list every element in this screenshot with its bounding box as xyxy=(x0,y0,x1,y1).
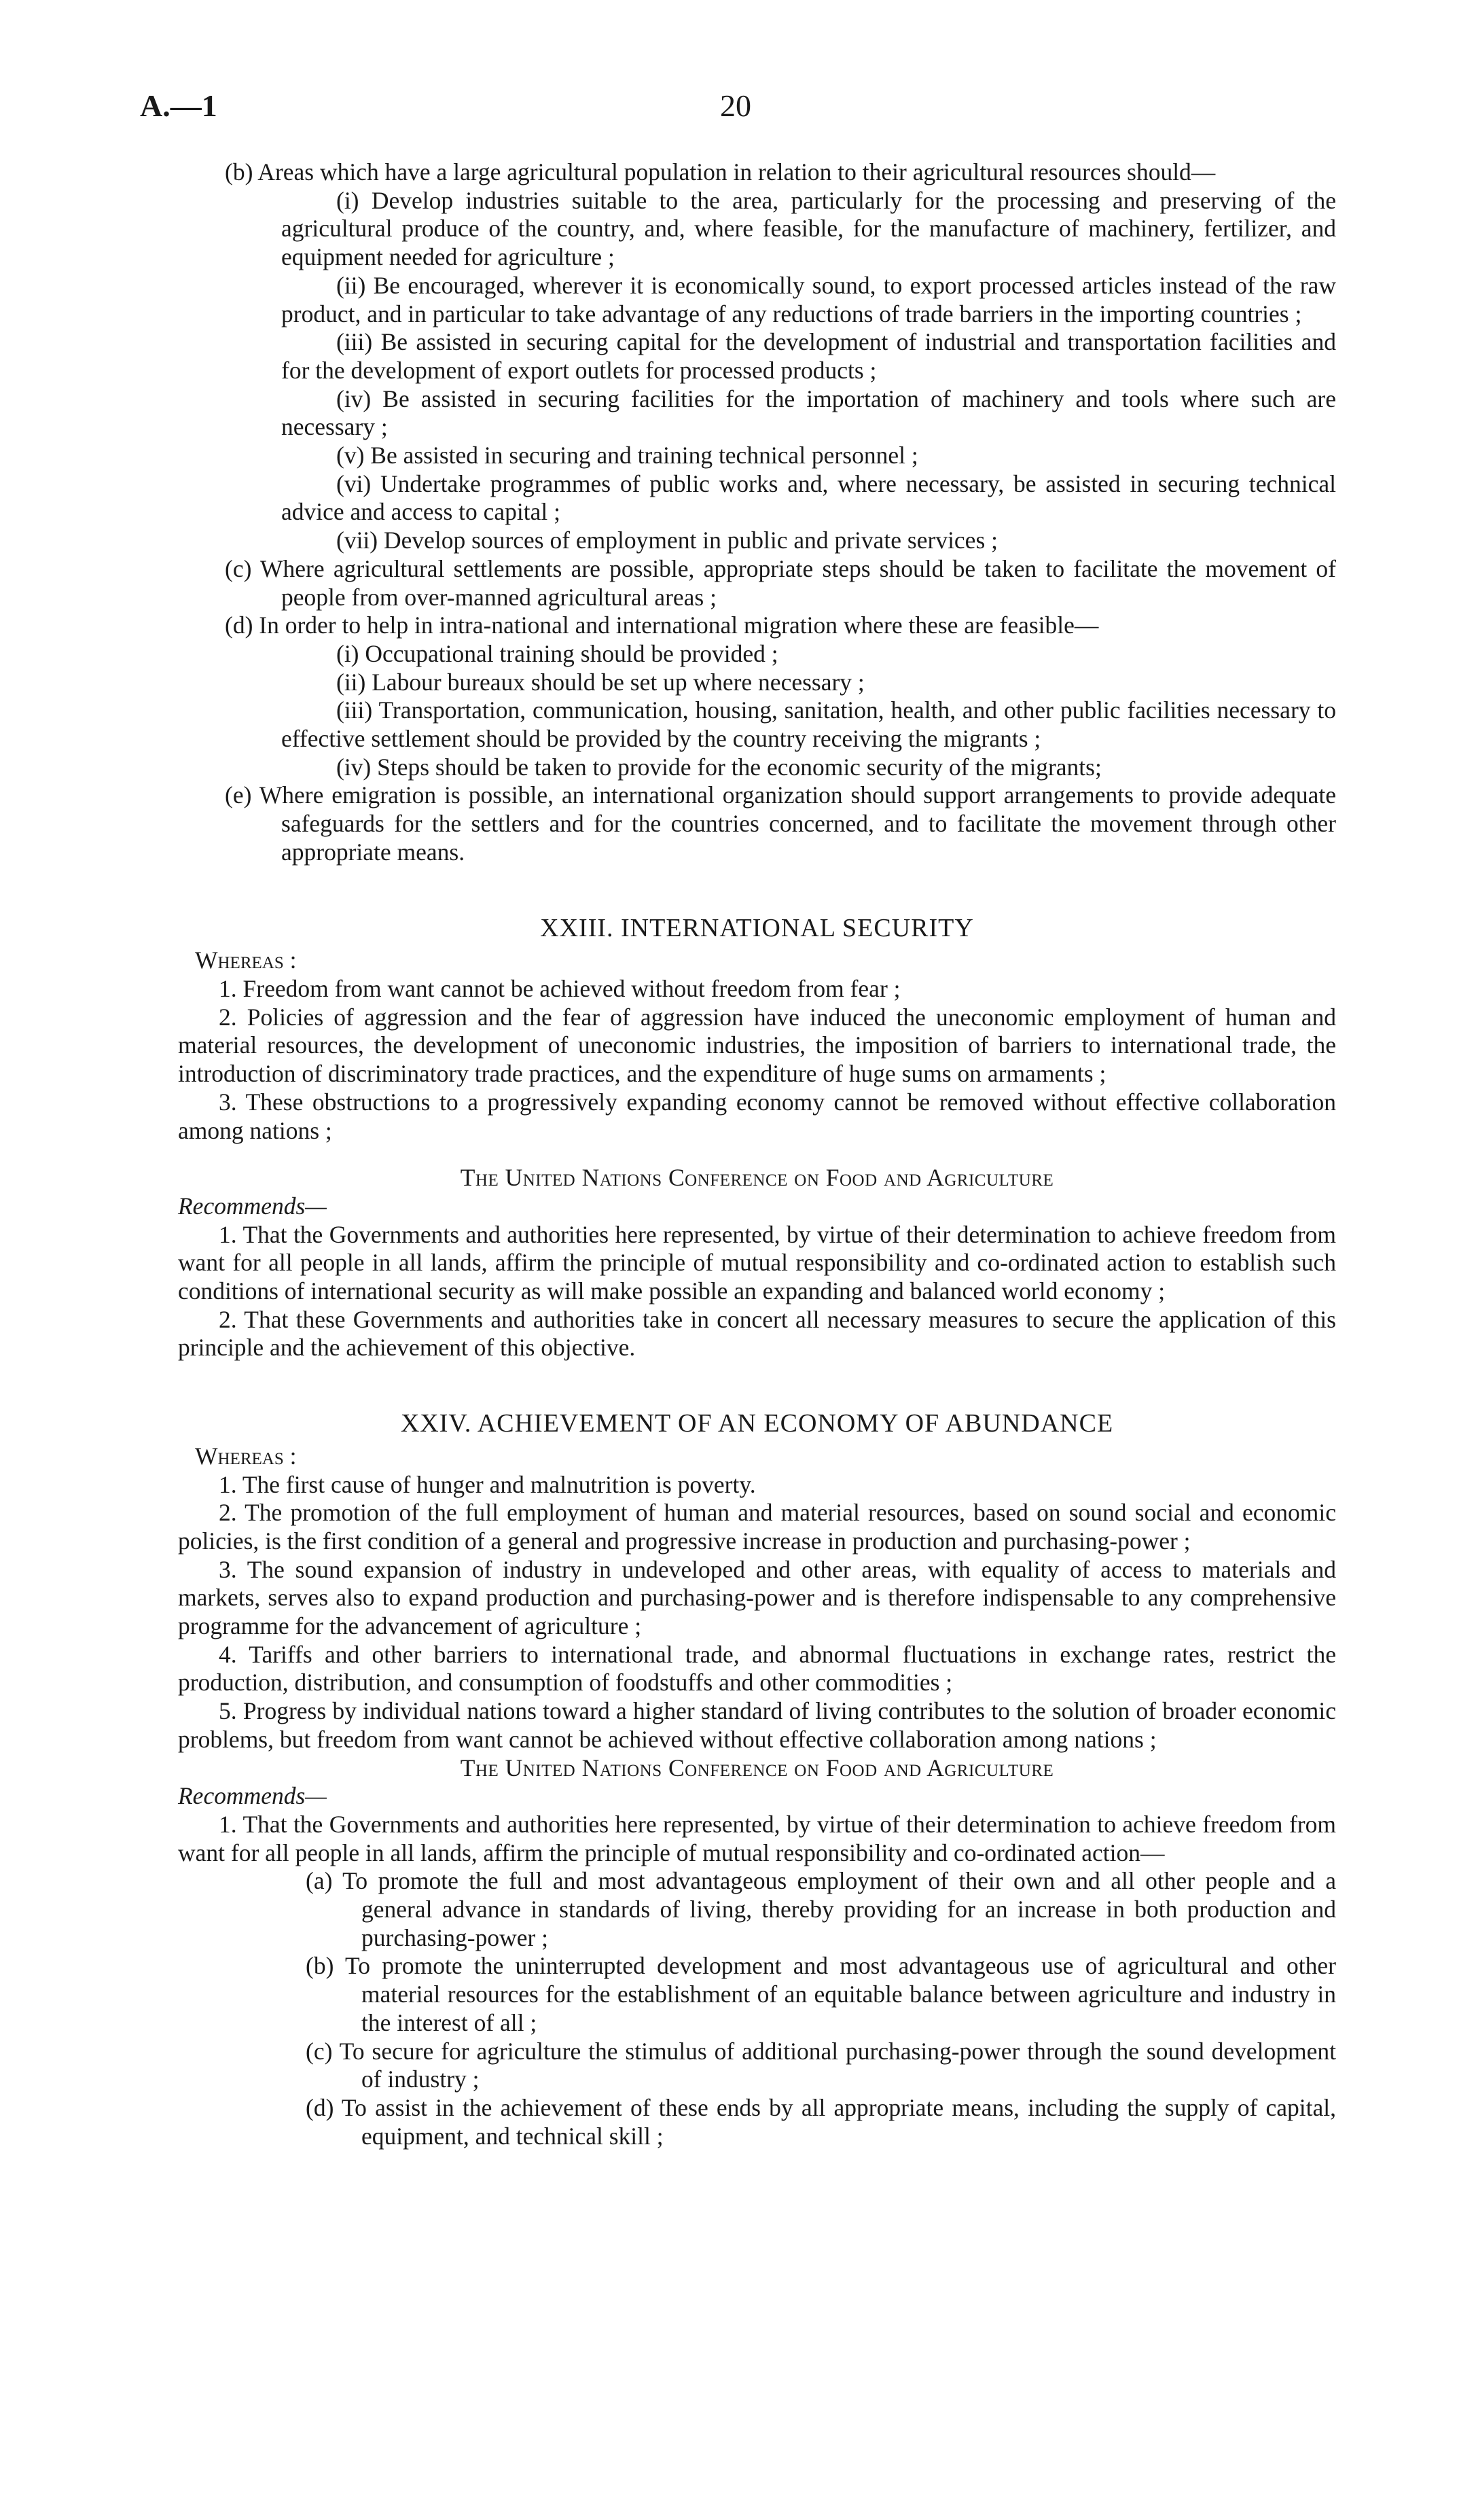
section-23-point-1: 1. Freedom from want cannot be achieved without freedom from fear ; xyxy=(219,974,901,1002)
clause-b-ii: (ii) Be encouraged, wherever it is economically sound, to export processed articles instead of the raw product, and in particular to take advantage of any reductions of trade barriers in the importing countries ; xyxy=(281,271,1336,327)
clause-d-iii: (iii) Transportation, communication, housing, sanitation, health, and other public facilities necessary to effective settlement should be provided by the country receiving the migrants ; xyxy=(281,696,1336,753)
clause-b-intro: (b) Areas which have a large agricultural population in relation to their agricultural resources should— xyxy=(225,158,1216,185)
spacer xyxy=(178,1145,1336,1164)
section-23-recommends: Recommends— xyxy=(178,1192,327,1220)
section-23-point-2: 2. Policies of aggression and the fear of aggression have induced the uneconomic employment of human and material resources, the development of uneconomic industries, the imposition of barriers to international trade, the introduction of discriminatory trade practices, and the expenditure of huge sums on armaments ; xyxy=(178,1003,1336,1088)
clause-b-vi: (vi) Undertake programmes of public works and, where necessary, be assisted in securing technical advice and access to capital ; xyxy=(281,469,1336,526)
clause-b-iv: (iv) Be assisted in securing facilities for the importation of machinery and tools where such are necessary ; xyxy=(281,385,1336,441)
section-24-whereas: Whereas : xyxy=(195,1442,297,1470)
clause-b-i: (i) Develop industries suitable to the area, particularly for the processing and preserving of the agricultural produce of the country, and, where feasible, for the manufacture of machinery, fertilizer, and equipment needed for agriculture ; xyxy=(281,186,1336,271)
clause-c: (c) Where agricultural settlements are possible, appropriate steps should be taken to facilitate the movement of people from over-manned agricultural areas ; xyxy=(225,554,1336,611)
clause-d-i: (i) Occupational training should be provided ; xyxy=(336,639,778,667)
section-24-title: XXIV. ACHIEVEMENT OF AN ECONOMY OF ABUNDANCE xyxy=(400,1409,1114,1438)
section-23-conference: The United Nations Conference on Food and Agriculture xyxy=(460,1164,1054,1192)
section-24-recommendation-1c: (c) To secure for agriculture the stimulus of additional purchasing-power through the sound development of industry ; xyxy=(306,2037,1336,2093)
page-body xyxy=(178,158,1336,2150)
section-23-recommendation-2: 2. That these Governments and authorities take in concert all necessary measures to secure the application of this principle and the achievement of this objective. xyxy=(178,1305,1336,1362)
section-24-point-1: 1. The first cause of hunger and malnutrition is poverty. xyxy=(219,1470,756,1498)
section-23-recommendation-1: 1. That the Governments and authorities here represented, by virtue of their determination to achieve freedom from want for all people in all lands, affirm the principle of mutual responsibility and co-ordinated action to establish such conditions of international security as will make possible an expanding and balanced world economy ; xyxy=(178,1220,1336,1305)
section-24-point-5: 5. Progress by individual nations toward a higher standard of living contributes to the solution of broader economic problems, but freedom from want cannot be achieved without effective collaboration among nations ; xyxy=(178,1697,1336,1753)
section-24-recommendation-1: 1. That the Governments and authorities here represented, by virtue of their determination to achieve freedom from want for all people in all lands, affirm the principle of mutual responsibility and co-ordinated action— xyxy=(178,1810,1336,1866)
section-23-title: XXIII. INTERNATIONAL SECURITY xyxy=(540,913,974,942)
section-24-recommends: Recommends— xyxy=(178,1782,327,1810)
section-24-point-4: 4. Tariffs and other barriers to international trade, and abnormal fluctuations in exchange rates, restrict the production, distribution, and consumption of foodstuffs and other commodities ; xyxy=(178,1640,1336,1697)
clause-e: (e) Where emigration is possible, an international organization should support arrangements to provide adequate safeguards for the settlers and for the countries concerned, and to facilitate the movement through other appropriate means. xyxy=(225,781,1336,866)
section-24-point-3: 3. The sound expansion of industry in undeveloped and other areas, with equality of access to materials and markets, serves also to expand production and purchasing-power and is therefore indispensable to any comprehensive programme for the advancement of agriculture ; xyxy=(178,1555,1336,1640)
clause-d-intro: (d) In order to help in intra-national and international migration where these are feasible— xyxy=(225,611,1099,639)
clause-d-ii: (ii) Labour bureaux should be set up where necessary ; xyxy=(336,668,865,696)
section-24-conference: The United Nations Conference on Food and Agriculture xyxy=(460,1754,1054,1781)
section-24-recommendation-1d: (d) To assist in the achievement of these ends by all appropriate means, including the supply of capital, equipment, and technical skill ; xyxy=(306,2094,1336,2150)
section-24-recommendation-1a: (a) To promote the full and most advantageous employment of their own and all other people and a general advance in standards of living, thereby providing for an increase in both production and purchasing-power ; xyxy=(306,1867,1336,1951)
document-reference: A.—1 xyxy=(140,88,217,123)
clause-b-vii: (vii) Develop sources of employment in public and private services ; xyxy=(336,527,998,554)
page-number: 20 xyxy=(720,88,751,123)
section-23-point-3: 3. These obstructions to a progressively expanding economy cannot be removed without effective collaboration among nations ; xyxy=(178,1088,1336,1144)
section-24-recommendation-1b: (b) To promote the uninterrupted development and most advantageous use of agricultural and other material resources for the establishment of an equitable balance between agriculture and industry in the interest of all ; xyxy=(306,1952,1336,2036)
section-24-point-2: 2. The promotion of the full employment of human and material resources, based on sound social and economic policies, is the first condition of a general and progressive increase in production and purchasing-power ; xyxy=(178,1499,1336,1555)
clause-b-iii: (iii) Be assisted in securing capital for the development of industrial and transportation facilities and for the development of export outlets for processed products ; xyxy=(281,328,1336,384)
clause-b-v: (v) Be assisted in securing and training technical personnel ; xyxy=(336,442,918,469)
section-23-whereas: Whereas : xyxy=(195,946,297,974)
clause-d-iv: (iv) Steps should be taken to provide for the economic security of the migrants; xyxy=(336,753,1102,781)
